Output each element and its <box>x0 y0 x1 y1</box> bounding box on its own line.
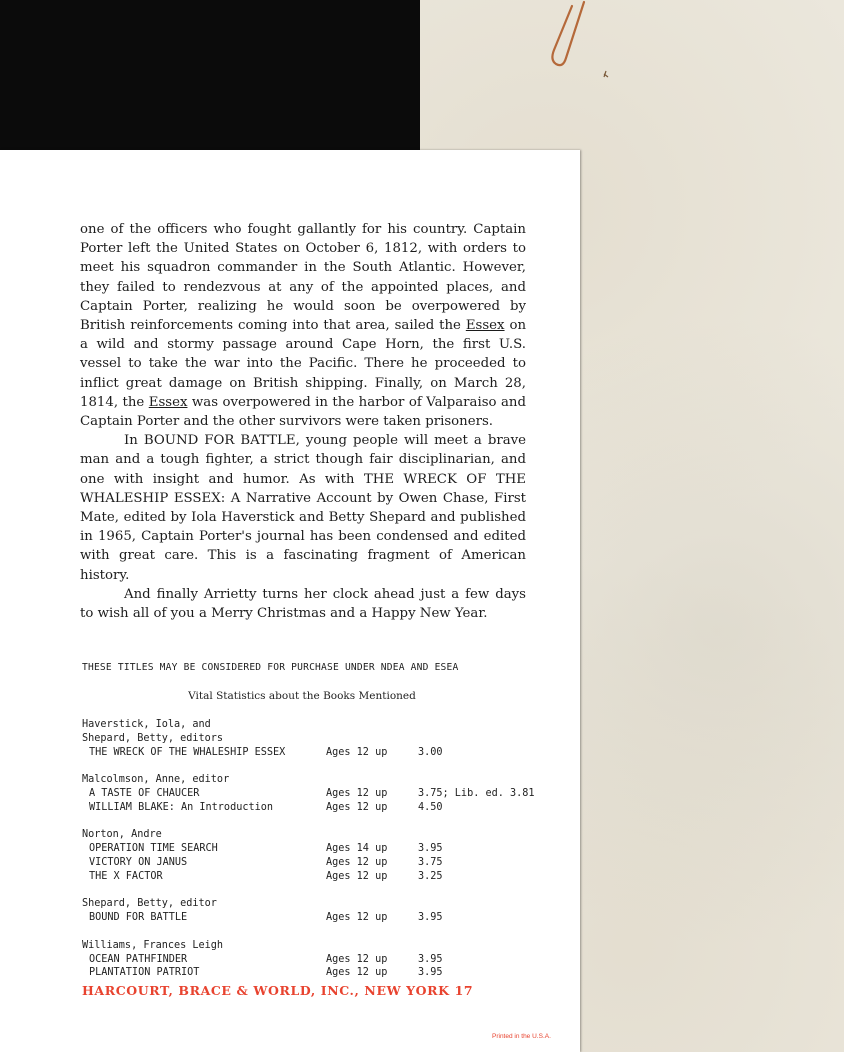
book-price: 3.75 <box>418 856 443 868</box>
book-row <box>82 911 542 925</box>
book-price: 3.95 <box>418 953 443 965</box>
book-price: 3.00 <box>418 746 443 758</box>
paragraph-3: And finally Arrietty turns her clock ahead just a few days to wish all of you a Merry Christmas and a Happy New Year. <box>80 586 526 622</box>
ship-name-essex: Essex <box>465 318 505 334</box>
book-price: 3.95 <box>418 912 443 924</box>
author-name: Williams, Frances Leigh <box>82 939 224 951</box>
dark-background <box>0 0 420 152</box>
publisher-imprint: HARCOURT, BRACE & WORLD, INC., NEW YORK 17 <box>82 983 474 998</box>
age-range: Ages 12 up <box>326 953 388 965</box>
article-body <box>80 220 526 623</box>
book-price: 3.95 <box>418 843 443 855</box>
book-title: THE X FACTOR <box>89 870 163 882</box>
paper-clip-icon <box>520 0 610 90</box>
book-row <box>82 966 542 980</box>
stats-title: Vital Statistics about the Books Mentioned <box>188 690 416 702</box>
author-group <box>82 828 542 883</box>
age-range: Ages 12 up <box>326 787 388 799</box>
book-price: 4.50 <box>418 801 443 813</box>
p1-text-c: was overpowered in the harbor of Valparaiso and Captain Porter and the other survivors were taken prisoners. <box>80 394 526 430</box>
book-row <box>82 787 542 801</box>
book-title: VICTORY ON JANUS <box>89 856 188 868</box>
age-range: Ages 12 up <box>326 967 388 979</box>
book-title: THE WRECK OF THE WHALESHIP ESSEX <box>89 746 286 758</box>
book-title: BOUND FOR BATTLE <box>89 912 188 924</box>
age-range: Ages 14 up <box>326 843 388 855</box>
p1-text-a: one of the officers who fought gallantly for his country. Captain Porter left the United States on October 6, 1812, with orders to meet his squadron commander in the South Atlantic. However, they failed to rendezvous at any of the appointed places, and Captain Porter, realizing he would soon be overpowered by British reinforcements coming into that area, sailed the <box>80 222 526 334</box>
book-title: OCEAN PATHFINDER <box>89 953 188 965</box>
book-title: A TASTE OF CHAUCER <box>89 787 200 799</box>
newsletter-page <box>0 150 580 1052</box>
age-range: Ages 12 up <box>326 746 388 758</box>
ship-name-essex: Essex <box>148 394 188 410</box>
author-name: Shepard, Betty, editors <box>82 732 224 744</box>
age-range: Ages 12 up <box>326 912 388 924</box>
book-row <box>82 870 542 884</box>
printed-in-note: Printed in the U.S.A. <box>492 1033 551 1040</box>
author-name: Shepard, Betty, editor <box>82 898 217 910</box>
book-row <box>82 746 542 760</box>
book-price: 3.95 <box>418 967 443 979</box>
age-range: Ages 12 up <box>326 856 388 868</box>
age-range: Ages 12 up <box>326 801 388 813</box>
book-row <box>82 856 542 870</box>
book-title: PLANTATION PATRIOT <box>89 967 200 979</box>
author-group <box>82 897 542 925</box>
book-stats-list <box>82 718 542 994</box>
author-name: Malcolmson, Anne, editor <box>82 774 230 786</box>
author-name: Haverstick, Iola, and <box>82 719 211 730</box>
author-group <box>82 773 542 814</box>
book-price: 3.75; Lib. ed. 3.81 <box>418 787 535 799</box>
paragraph-2: In BOUND FOR BATTLE, young people will meet a brave man and a tough fighter, a strict though fair disciplinarian, and one with insight and humor. As with THE WRECK OF THE WHALESHIP ESSEX: A Narrative Account by Owen Chase, First Mate, edited by Iola Haverstick and Betty Shepard and published in 1965, Captain Porter's journal has been condensed and edited with great care. This is a fascinating fragment of American history. <box>80 433 526 583</box>
book-row <box>82 953 542 967</box>
author-group <box>82 718 542 759</box>
age-range: Ages 12 up <box>326 870 388 882</box>
book-title: OPERATION TIME SEARCH <box>89 843 218 855</box>
book-row <box>82 842 542 856</box>
p1-text-b: on a wild and stormy passage around Cape Horn, the first U.S. vessel to take the war into the Pacific. There he proceeded to inflict great damage on British shipping. Finally, on March 28, 1814, the <box>80 318 527 410</box>
author-name: Norton, Andre <box>82 829 162 841</box>
book-row <box>82 801 542 815</box>
book-title: WILLIAM BLAKE: An Introduction <box>89 801 274 813</box>
ndea-esea-note: THESE TITLES MAY BE CONSIDERED FOR PURCHASE UNDER NDEA AND ESEA <box>82 662 459 673</box>
book-price: 3.25 <box>418 870 443 882</box>
author-group <box>82 939 542 980</box>
paragraph-1 <box>80 220 526 431</box>
